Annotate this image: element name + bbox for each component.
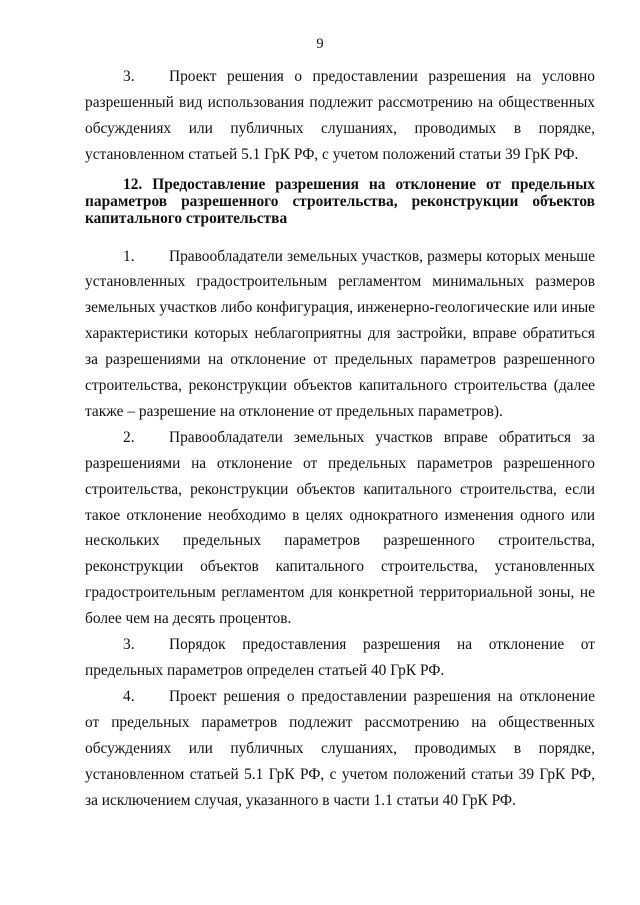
paragraph-text: Проект решения о предоставлении разрешения на условно разрешенный вид использования подлежит рассмотрению на общественных обсуждениях или публичных слушаниях, проводимых в порядке, установленном статьей 5.1 ГрК РФ, с учетом положений статьи 39 ГрК РФ.: [85, 68, 595, 163]
paragraph-4: [85, 684, 595, 814]
paragraph-number: 3.: [123, 636, 135, 654]
paragraph-text: Правообладатели земельных участков, размеры которых меньше установленных градостроительным регламентом минимальных размеров земельных участков либо конфигурация, инженерно-геологические или иные характеристики которых неблагоприятны для застройки, вправе обратиться за разрешениями на отклонение от предельных параметров разрешенного строительства, реконструкции объектов капитального строительства (далее также – разрешение на отклонение от предельных параметров).: [85, 247, 595, 420]
paragraph-2: [85, 425, 595, 632]
paragraph-text: Проект решения о предоставлении разрешения на отклонение от предельных параметров подлежит рассмотрению на общественных обсуждениях или публичных слушаниях, проводимых в порядке, установленном статьей 5.1 ГрК РФ, с учетом положений статьи 39 ГрК РФ, за исключением случая, указанного в части 1.1 статьи 40 ГрК РФ.: [85, 687, 595, 809]
paragraph-1: [85, 244, 595, 425]
section-title: Предоставление разрешения на отклонение от предельных параметров разрешенного строительства, реконструкции объектов капитального строительства: [85, 175, 595, 228]
paragraph-text: Порядок предоставления разрешения на отклонение от предельных параметров определен статьей 40 ГрК РФ.: [85, 636, 595, 680]
paragraph-intro: [85, 64, 595, 168]
section-heading: [85, 176, 595, 228]
paragraph-number: 4.: [123, 687, 135, 705]
page-number: 9: [316, 36, 324, 52]
paragraph-text: Правообладатели земельных участков вправе обратиться за разрешениями на отклонение от предельных параметров разрешенного строительства, реконструкции объектов капитального строительства, если такое отклонение необходимо в целях однократного изменения одного или нескольких предельных параметров разрешенного строительства, реконструкции объектов капитального строительства, установленных градостроительным регламентом для конкретной территориальной зоны, не более чем на десять процентов.: [85, 428, 595, 628]
paragraph-number: 3.: [123, 68, 135, 85]
paragraph-number: 1.: [123, 247, 135, 265]
document-body: [85, 64, 595, 813]
paragraph-3: [85, 632, 595, 684]
paragraph-number: 2.: [123, 428, 135, 446]
section-number: 12.: [123, 175, 143, 193]
